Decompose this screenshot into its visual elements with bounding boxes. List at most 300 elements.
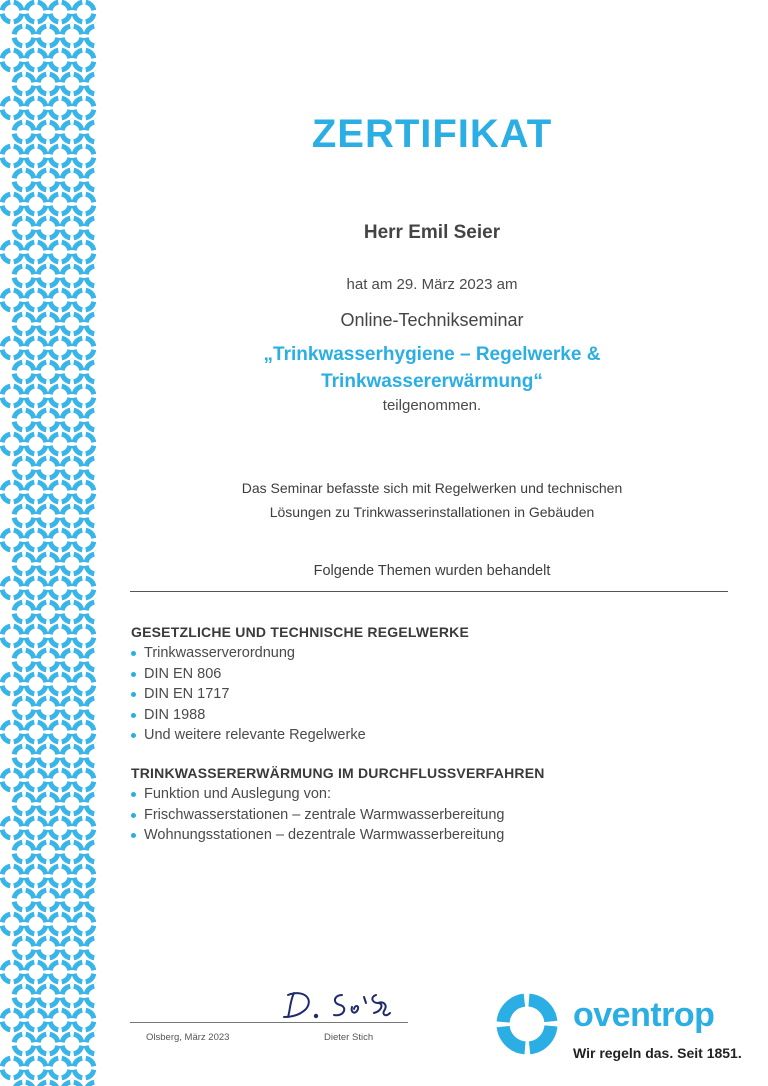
pattern-arc	[38, 314, 46, 322]
pattern-arc	[50, 146, 58, 154]
topic-list	[131, 784, 731, 846]
pattern-arc	[86, 158, 94, 166]
pattern-arc	[50, 98, 58, 106]
list-item-text: Wohnungsstationen – dezentrale Warmwasserbereitung	[144, 827, 505, 843]
pattern-arc	[50, 254, 58, 262]
pattern-arc	[2, 158, 10, 166]
pattern-arc	[50, 14, 58, 22]
description-line-1: Das Seminar befasste sich mit Regelwerken und technischen	[241, 480, 623, 496]
pattern-arc	[62, 218, 70, 226]
pattern-arc	[74, 230, 82, 238]
pattern-arc	[14, 950, 22, 958]
list-item	[131, 643, 731, 664]
pattern-arc	[26, 686, 34, 694]
pattern-arc	[62, 626, 70, 634]
pattern-arc	[26, 830, 34, 838]
pattern-arc	[62, 254, 70, 262]
pattern-arc	[86, 146, 94, 154]
pattern-arc	[14, 410, 22, 418]
pattern-arc	[74, 50, 82, 58]
pattern-arc	[14, 794, 22, 802]
pattern-arc	[14, 242, 22, 250]
seminar-title	[96, 341, 768, 395]
pattern-arc	[86, 530, 94, 538]
seminar-title-line-2: Trinkwassererwärmung“	[321, 371, 543, 392]
pattern-arc	[74, 290, 82, 298]
pattern-arc	[62, 110, 70, 118]
pattern-arc	[62, 206, 70, 214]
pattern-arc	[62, 554, 70, 562]
pattern-arc	[86, 386, 94, 394]
pattern-arc	[86, 650, 94, 658]
pattern-arc	[50, 314, 58, 322]
pattern-arc	[14, 590, 22, 598]
pattern-arc	[26, 674, 34, 682]
oventrop-logo-icon	[495, 992, 559, 1056]
pattern-arc	[50, 1070, 58, 1078]
pattern-arc	[14, 914, 22, 922]
list-item	[131, 805, 731, 826]
pattern-arc	[50, 770, 58, 778]
pattern-arc	[74, 2, 82, 10]
list-item	[131, 825, 731, 846]
pattern-arc	[62, 542, 70, 550]
pattern-arc	[38, 986, 46, 994]
pattern-arc	[14, 458, 22, 466]
pattern-arc	[26, 626, 34, 634]
pattern-arc	[14, 614, 22, 622]
pattern-arc	[86, 134, 94, 142]
pattern-arc	[26, 182, 34, 190]
pattern-arc	[74, 542, 82, 550]
pattern-arc	[86, 182, 94, 190]
pattern-arc	[74, 818, 82, 826]
pattern-arc	[26, 206, 34, 214]
pattern-arc	[74, 878, 82, 886]
pattern-arc	[74, 350, 82, 358]
pattern-arc	[50, 158, 58, 166]
pattern-arc	[26, 122, 34, 130]
pattern-arc	[62, 422, 70, 430]
company-logo	[493, 990, 742, 1065]
pattern-arc	[50, 950, 58, 958]
pattern-arc	[74, 494, 82, 502]
pattern-arc	[14, 26, 22, 34]
pattern-arc	[50, 626, 58, 634]
pattern-arc	[74, 506, 82, 514]
pattern-arc	[26, 734, 34, 742]
pattern-arc	[26, 410, 34, 418]
list-item-text: Und weitere relevante Regelwerke	[144, 727, 366, 743]
pattern-arc	[14, 158, 22, 166]
pattern-arc	[38, 866, 46, 874]
pattern-arc	[14, 890, 22, 898]
pattern-arc	[62, 914, 70, 922]
pattern-arc	[26, 14, 34, 22]
pattern-arc	[50, 410, 58, 418]
pattern-arc	[62, 722, 70, 730]
pattern-arc	[38, 134, 46, 142]
pattern-arc	[74, 650, 82, 658]
pattern-arc	[50, 122, 58, 130]
pattern-arc	[50, 194, 58, 202]
pattern-arc	[50, 614, 58, 622]
pattern-arc	[74, 974, 82, 982]
pattern-arc	[74, 866, 82, 874]
pattern-arc	[38, 470, 46, 478]
pattern-arc	[50, 734, 58, 742]
pattern-arc	[74, 626, 82, 634]
pattern-arc	[50, 458, 58, 466]
pattern-arc	[74, 530, 82, 538]
pattern-arc	[2, 482, 10, 490]
pattern-arc	[38, 578, 46, 586]
pattern-arc	[50, 170, 58, 178]
pattern-arc	[2, 398, 10, 406]
pattern-arc	[74, 1046, 82, 1054]
pattern-arc	[74, 686, 82, 694]
pattern-arc	[62, 26, 70, 34]
pattern-arc	[62, 62, 70, 70]
pattern-arc	[2, 818, 10, 826]
pattern-arc	[38, 662, 46, 670]
pattern-arc	[62, 146, 70, 154]
pattern-arc	[14, 830, 22, 838]
pattern-arc	[86, 578, 94, 586]
pattern-arc	[38, 290, 46, 298]
pattern-arc	[74, 74, 82, 82]
pattern-arc	[50, 446, 58, 454]
pattern-arc	[86, 62, 94, 70]
pattern-arc	[74, 386, 82, 394]
logo-arc	[503, 1024, 527, 1048]
pattern-arc	[14, 170, 22, 178]
pattern-arc	[74, 1010, 82, 1018]
pattern-arc	[74, 410, 82, 418]
pattern-arc	[62, 314, 70, 322]
pattern-arc	[26, 710, 34, 718]
pattern-arc	[50, 782, 58, 790]
pattern-arc	[74, 698, 82, 706]
pattern-arc	[14, 62, 22, 70]
list-item-text: DIN EN 806	[144, 665, 222, 682]
pattern-arc	[86, 470, 94, 478]
pattern-arc	[14, 482, 22, 490]
pattern-arc	[62, 302, 70, 310]
pattern-arc	[38, 722, 46, 730]
section-heading: TRINKWASSERERWÄRMUNG IM DURCHFLUSSVERFAHREN	[131, 765, 545, 781]
list-item-text: Frischwasserstationen – zentrale Warmwasserbereitung	[144, 806, 505, 823]
pattern-arc	[26, 926, 34, 934]
pattern-arc	[26, 254, 34, 262]
pattern-arc	[86, 590, 94, 598]
pattern-arc	[62, 758, 70, 766]
pattern-arc	[26, 542, 34, 550]
pattern-arc	[14, 650, 22, 658]
pattern-arc	[86, 122, 94, 130]
pattern-arc	[26, 482, 34, 490]
pattern-arc	[50, 434, 58, 442]
pattern-arc	[86, 674, 94, 682]
pattern-arc	[74, 14, 82, 22]
pattern-arc	[86, 938, 94, 946]
pattern-arc	[50, 230, 58, 238]
seminar-type: Online-Technikseminar	[340, 310, 524, 330]
pattern-arc	[26, 1046, 34, 1054]
pattern-arc	[86, 74, 94, 82]
pattern-arc	[38, 530, 46, 538]
pattern-arc	[2, 782, 10, 790]
pattern-arc	[86, 734, 94, 742]
pattern-arc	[62, 242, 70, 250]
pattern-arc	[2, 494, 10, 502]
pattern-arc	[86, 434, 94, 442]
pattern-arc	[26, 110, 34, 118]
pattern-arc	[74, 638, 82, 646]
pattern-arc	[62, 794, 70, 802]
pattern-arc	[26, 614, 34, 622]
pattern-arc	[86, 206, 94, 214]
pattern-arc	[62, 98, 70, 106]
pattern-arc	[38, 122, 46, 130]
pattern-arc	[14, 2, 22, 10]
pattern-arc	[26, 554, 34, 562]
logo-arc	[527, 1000, 551, 1024]
list-item	[131, 705, 731, 726]
pattern-arc	[26, 1058, 34, 1066]
pattern-arc	[62, 638, 70, 646]
pattern-arc	[86, 710, 94, 718]
pattern-arc	[38, 194, 46, 202]
pattern-arc	[26, 878, 34, 886]
pattern-arc	[86, 782, 94, 790]
pattern-arc	[38, 146, 46, 154]
pattern-arc	[86, 926, 94, 934]
pattern-arc	[2, 350, 10, 358]
pattern-arc	[14, 986, 22, 994]
pattern-arc	[38, 350, 46, 358]
pattern-arc	[26, 782, 34, 790]
pattern-arc	[14, 1058, 22, 1066]
topic-section-water-heating	[131, 765, 731, 846]
pattern-arc	[50, 662, 58, 670]
pattern-arc	[62, 734, 70, 742]
pattern-arc	[2, 578, 10, 586]
pattern-arc	[14, 1082, 22, 1086]
pattern-arc	[38, 590, 46, 598]
description-line-2: Lösungen zu Trinkwasserinstallationen in Gebäuden	[269, 504, 595, 520]
pattern-arc	[38, 890, 46, 898]
pattern-arc	[38, 410, 46, 418]
pattern-arc	[38, 2, 46, 10]
pattern-arc	[74, 110, 82, 118]
pattern-arc	[62, 938, 70, 946]
pattern-arc	[38, 1082, 46, 1086]
logo-tagline: Wir regeln das. Seit 1851.	[573, 1045, 742, 1061]
pattern-arc	[38, 962, 46, 970]
pattern-arc	[62, 38, 70, 46]
pattern-arc	[26, 530, 34, 538]
pattern-arc	[74, 194, 82, 202]
pattern-arc	[50, 2, 58, 10]
pattern-arc	[62, 182, 70, 190]
pattern-arc	[62, 482, 70, 490]
pattern-arc	[50, 374, 58, 382]
pattern-arc	[50, 242, 58, 250]
pattern-arc	[14, 110, 22, 118]
pattern-arc	[2, 530, 10, 538]
pattern-arc	[2, 254, 10, 262]
pattern-arc	[14, 494, 22, 502]
pattern-arc	[50, 206, 58, 214]
pattern-arc	[14, 14, 22, 22]
pattern-arc	[50, 50, 58, 58]
pattern-arc	[26, 818, 34, 826]
pattern-arc	[26, 194, 34, 202]
recipient-name: Herr Emil Seier	[363, 222, 501, 243]
pattern-arc	[26, 326, 34, 334]
pattern-arc	[50, 506, 58, 514]
pattern-arc	[38, 1034, 46, 1042]
pattern-arc	[74, 1058, 82, 1066]
pattern-arc	[86, 566, 94, 574]
pattern-arc	[74, 518, 82, 526]
pattern-arc	[50, 602, 58, 610]
pattern-arc	[38, 698, 46, 706]
pattern-arc	[14, 578, 22, 586]
pattern-arc	[62, 350, 70, 358]
pattern-arc	[74, 590, 82, 598]
pattern-arc	[38, 62, 46, 70]
pattern-arc	[26, 746, 34, 754]
pattern-arc	[38, 110, 46, 118]
pattern-arc	[26, 1082, 34, 1086]
pattern-arc	[2, 1070, 10, 1078]
bullet-icon	[131, 692, 136, 697]
pattern-arc	[86, 26, 94, 34]
pattern-arc	[86, 350, 94, 358]
pattern-arc	[62, 1034, 70, 1042]
pattern-arc	[14, 398, 22, 406]
pattern-arc	[50, 746, 58, 754]
pattern-arc	[14, 1034, 22, 1042]
pattern-arc	[26, 362, 34, 370]
pattern-arc	[62, 14, 70, 22]
pattern-arc	[86, 662, 94, 670]
pattern-arc	[14, 230, 22, 238]
pattern-arc	[26, 902, 34, 910]
pattern-arc	[14, 434, 22, 442]
pattern-arc	[26, 578, 34, 586]
pattern-arc	[74, 470, 82, 478]
pattern-arc	[26, 890, 34, 898]
pattern-arc	[50, 698, 58, 706]
pattern-arc	[26, 458, 34, 466]
pattern-arc	[14, 254, 22, 262]
pattern-arc	[14, 974, 22, 982]
pattern-arc	[74, 710, 82, 718]
pattern-arc	[38, 326, 46, 334]
pattern-arc	[50, 710, 58, 718]
pattern-arc	[2, 686, 10, 694]
pattern-arc	[26, 770, 34, 778]
pattern-arc	[50, 350, 58, 358]
pattern-arc	[62, 986, 70, 994]
pattern-arc	[62, 458, 70, 466]
pattern-arc	[14, 302, 22, 310]
pattern-arc	[62, 398, 70, 406]
pattern-arc	[62, 698, 70, 706]
pattern-arc	[86, 458, 94, 466]
pattern-arc	[38, 434, 46, 442]
pattern-arc	[62, 674, 70, 682]
pattern-arc	[74, 278, 82, 286]
pattern-arc	[86, 830, 94, 838]
pattern-arc	[50, 638, 58, 646]
pattern-arc	[2, 14, 10, 22]
pattern-arc	[86, 1046, 94, 1054]
pattern-arc	[50, 470, 58, 478]
pattern-arc	[62, 686, 70, 694]
pattern-arc	[38, 1070, 46, 1078]
pattern-arc	[86, 542, 94, 550]
pattern-arc	[50, 986, 58, 994]
pattern-arc	[26, 290, 34, 298]
pattern-arc	[14, 662, 22, 670]
pattern-arc	[26, 74, 34, 82]
bullet-icon	[131, 733, 136, 738]
pattern-arc	[74, 1070, 82, 1078]
pattern-arc	[50, 110, 58, 118]
seminar-title-line-1: „Trinkwasserhygiene – Regelwerke &	[263, 344, 601, 365]
pattern-arc	[50, 878, 58, 886]
pattern-arc	[38, 770, 46, 778]
pattern-arc	[62, 782, 70, 790]
pattern-arc	[2, 734, 10, 742]
pattern-arc	[86, 602, 94, 610]
pattern-arc	[2, 866, 10, 874]
pattern-arc	[50, 806, 58, 814]
pattern-arc	[14, 938, 22, 946]
pattern-arc	[26, 494, 34, 502]
pattern-arc	[26, 998, 34, 1006]
pattern-arc	[26, 758, 34, 766]
bullet-icon	[131, 833, 136, 838]
pattern-arc	[74, 674, 82, 682]
pattern-arc	[74, 986, 82, 994]
pattern-arc	[26, 314, 34, 322]
pattern-arc	[14, 50, 22, 58]
pattern-arc	[38, 566, 46, 574]
pattern-arc	[2, 626, 10, 634]
pattern-arc	[86, 410, 94, 418]
pattern-arc	[62, 746, 70, 754]
pattern-arc	[50, 266, 58, 274]
pattern-arc	[86, 554, 94, 562]
pattern-arc	[14, 266, 22, 274]
pattern-arc	[38, 422, 46, 430]
pattern-arc	[50, 542, 58, 550]
pattern-arc	[62, 578, 70, 586]
pattern-arc	[14, 722, 22, 730]
pattern-arc	[14, 734, 22, 742]
pattern-arc	[26, 434, 34, 442]
pattern-arc	[50, 278, 58, 286]
pattern-arc	[2, 962, 10, 970]
pattern-arc	[14, 206, 22, 214]
pattern-arc	[14, 782, 22, 790]
pattern-arc	[86, 614, 94, 622]
